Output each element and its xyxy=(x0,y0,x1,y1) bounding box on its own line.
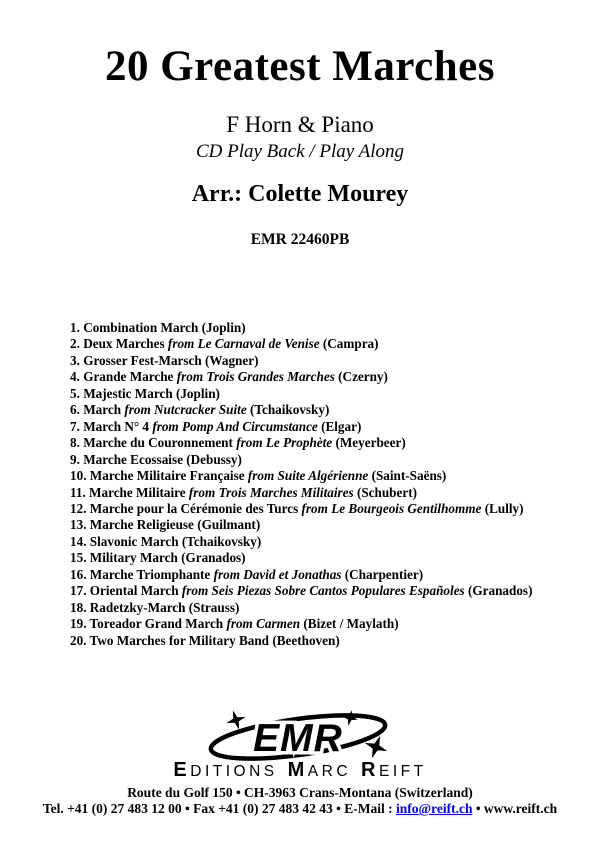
track-text: 17. Oriental March xyxy=(70,583,182,599)
track-text: (Elgar) xyxy=(317,418,362,434)
track-text: (Lully) xyxy=(481,500,524,516)
playback-subtitle: CD Play Back / Play Along xyxy=(195,141,405,162)
track-text: 16. Marche Triomphante xyxy=(70,566,214,582)
track-text: (Meyerbeer) xyxy=(332,435,406,451)
track-item xyxy=(70,583,580,599)
track-item xyxy=(70,485,580,501)
track-text: (Saint-Saëns) xyxy=(368,468,447,484)
track-text: 20. Two Marches for Military Band (Beethoven) xyxy=(70,632,340,648)
logo-emr-text: EMR xyxy=(253,717,343,760)
track-text: 18. Radetzky-March (Strauss) xyxy=(70,599,240,615)
track-work-title: from Le Bourgeois Gentilhomme xyxy=(301,500,482,516)
publisher-contact-line xyxy=(0,801,600,817)
track-item xyxy=(70,419,580,435)
track-item xyxy=(70,336,580,352)
track-work-title: from Suite Algérienne xyxy=(247,468,369,484)
publisher-name-rest: DITIONS xyxy=(190,763,278,780)
track-work-title: from Trois Grandes Marches xyxy=(176,369,335,385)
track-text: (Charpentier) xyxy=(341,566,424,582)
track-text: 11. Marche Militaire xyxy=(70,484,189,500)
track-text: 15. Military March (Granados) xyxy=(70,550,246,566)
track-item xyxy=(70,633,580,649)
track-text: 2. Deux Marches xyxy=(70,336,168,352)
track-item xyxy=(70,616,580,632)
track-work-title: from Nutcracker Suite xyxy=(124,402,247,418)
publisher-name-word xyxy=(361,759,427,781)
publisher-address: Route du Golf 150 • CH-3963 Crans-Montana (Switzerland) xyxy=(127,785,473,800)
track-item xyxy=(70,386,580,402)
track-item xyxy=(70,435,580,451)
track-text: 8. Marche du Couronnement xyxy=(70,435,237,451)
track-text: 6. March xyxy=(70,402,125,418)
track-text: 7. March N° 4 xyxy=(70,418,153,434)
publisher-name xyxy=(0,759,600,782)
arranger-line: Arr.: Colette Mourey xyxy=(191,181,409,207)
track-work-title: from Le Prophète xyxy=(236,435,333,451)
page-title: 20 Greatest Marches xyxy=(104,43,495,90)
track-item xyxy=(70,320,580,336)
track-work-title: from Trois Marches Militaires xyxy=(188,484,354,500)
track-item xyxy=(70,517,580,533)
track-item xyxy=(70,369,580,385)
track-text: (Tchaikovsky) xyxy=(246,402,330,418)
track-text: 14. Slavonic March (Tchaikovsky) xyxy=(70,533,262,549)
publisher-name-initial: E xyxy=(173,759,191,781)
track-text: 13. Marche Religieuse (Guilmant) xyxy=(70,517,261,533)
track-item xyxy=(70,567,580,583)
track-text: 5. Majestic March (Joplin) xyxy=(70,385,220,401)
track-text: 12. Marche pour la Cérémonie des Turcs xyxy=(70,500,302,516)
publisher-name-word xyxy=(287,759,352,781)
track-text: (Bizet / Maylath) xyxy=(300,616,399,632)
track-work-title: from David et Jonathas xyxy=(213,566,342,582)
track-item xyxy=(70,452,580,468)
logo-star-top-right-icon xyxy=(341,710,360,727)
email-link[interactable]: info@reift.ch xyxy=(396,801,473,816)
track-text: (Schubert) xyxy=(353,484,418,500)
track-work-title: from Pomp And Circumstance xyxy=(152,418,318,434)
track-item xyxy=(70,550,580,566)
track-item xyxy=(70,353,580,369)
publisher-name-word xyxy=(173,759,278,781)
track-item xyxy=(70,501,580,517)
track-text: (Campra) xyxy=(319,336,379,352)
track-item xyxy=(70,402,580,418)
contact-suffix: • www.reift.ch xyxy=(472,801,558,816)
track-item xyxy=(70,468,580,484)
track-list xyxy=(70,320,580,649)
track-work-title: from Carmen xyxy=(226,616,301,632)
track-text: 10. Marche Militaire Française xyxy=(70,468,248,484)
contact-prefix: Tel. +41 (0) 27 483 12 00 • Fax +41 (0) 27 483 42 43 • E-Mail : xyxy=(42,801,397,816)
track-text: 19. Toreador Grand March xyxy=(70,616,227,632)
instrumentation-subtitle: F Horn & Piano xyxy=(226,112,374,137)
publisher-name-initial: M xyxy=(287,759,308,781)
track-text: 9. Marche Ecossaise (Debussy) xyxy=(70,451,242,467)
track-item xyxy=(70,600,580,616)
track-item xyxy=(70,534,580,550)
track-text: 4. Grande Marche xyxy=(70,369,177,385)
catalog-number: EMR 22460PB xyxy=(250,231,350,248)
track-work-title: from Le Carnaval de Venise xyxy=(167,336,320,352)
track-text: (Czerny) xyxy=(334,369,388,385)
track-work-title: from Seis Piezas Sobre Cantos Populares Españoles xyxy=(181,583,465,599)
publisher-name-initial: R xyxy=(361,759,379,781)
track-text: 3. Grosser Fest-Marsch (Wagner) xyxy=(70,352,259,368)
track-text: 1. Combination March (Joplin) xyxy=(70,320,246,335)
publisher-name-rest: ARC xyxy=(307,763,352,780)
publisher-name-rest: EIFT xyxy=(378,763,427,780)
emr-logo-graphic xyxy=(200,710,400,766)
track-text: (Granados) xyxy=(464,583,533,599)
